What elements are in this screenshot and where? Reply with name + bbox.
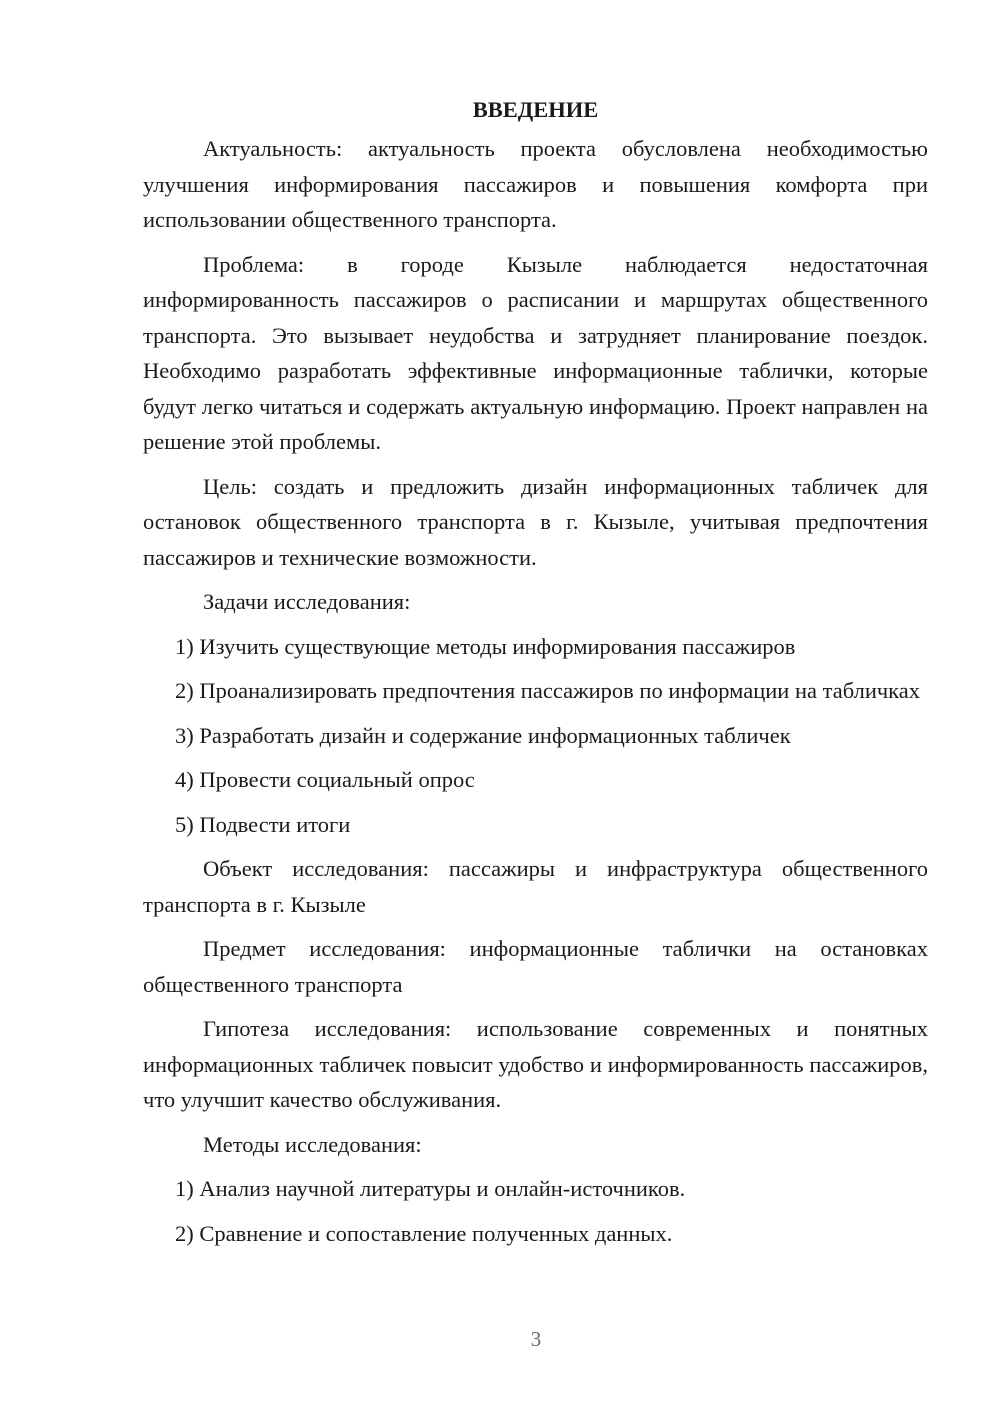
method-item-2: 2) Сравнение и сопоставление полученных данных. bbox=[175, 1220, 673, 1246]
method-item-1: 1) Анализ научной литературы и онлайн-источников. bbox=[175, 1176, 686, 1201]
task-item-5: 5) Подвести итоги bbox=[175, 811, 351, 837]
paragraph-methods-heading: Методы исследования: bbox=[203, 1131, 422, 1157]
task-item-2: 2) Проанализировать предпочтения пассажиров по информации на табличках bbox=[175, 678, 921, 703]
paragraph-subject: Предмет исследования: информационные таблички на остановках общественного транспорта bbox=[143, 936, 928, 997]
page-title: ВВЕДЕНИЕ bbox=[472, 97, 599, 122]
paragraph-hypothesis: Гипотеза исследования: использование современных и понятных информационных табличек повысит удобство и информированность пассажиров, что улучшит качество обслуживания. bbox=[143, 1016, 928, 1112]
paragraph-tasks-heading: Задачи исследования: bbox=[203, 589, 411, 614]
paragraph-object: Объект исследования: пассажиры и инфраструктура общественного транспорта в г. Кызыле bbox=[143, 856, 928, 917]
page-number: 3 bbox=[530, 1327, 542, 1351]
page-body bbox=[143, 92, 928, 1260]
task-item-1: 1) Изучить существующие методы информирования пассажиров bbox=[175, 633, 796, 659]
paragraph-problem: Проблема: в городе Кызыле наблюдается недостаточная информированность пассажиров о расписании и маршрутах общественного транспорта. Это вызывает неудобства и затрудняет планирование поездок. Необходимо разработать эффективные информационные таблички, которые будут легко читаться и содержать актуальную информацию. Проект направлен на решение этой проблемы. bbox=[143, 251, 928, 454]
task-item-3: 3) Разработать дизайн и содержание информационных табличек bbox=[175, 722, 791, 748]
task-item-4: 4) Провести социальный опрос bbox=[175, 767, 475, 792]
paragraph-goal: Цель: создать и предложить дизайн информационных табличек для остановок общественного транспорта в г. Кызыле, учитывая предпочтения пассажиров и технические возможности. bbox=[143, 473, 928, 570]
paragraph-relevance: Актуальность: актуальность проекта обусловлена необходимостью улучшения информирования пассажиров и повышения комфорта при использовании общественного транспорта. bbox=[143, 136, 928, 232]
